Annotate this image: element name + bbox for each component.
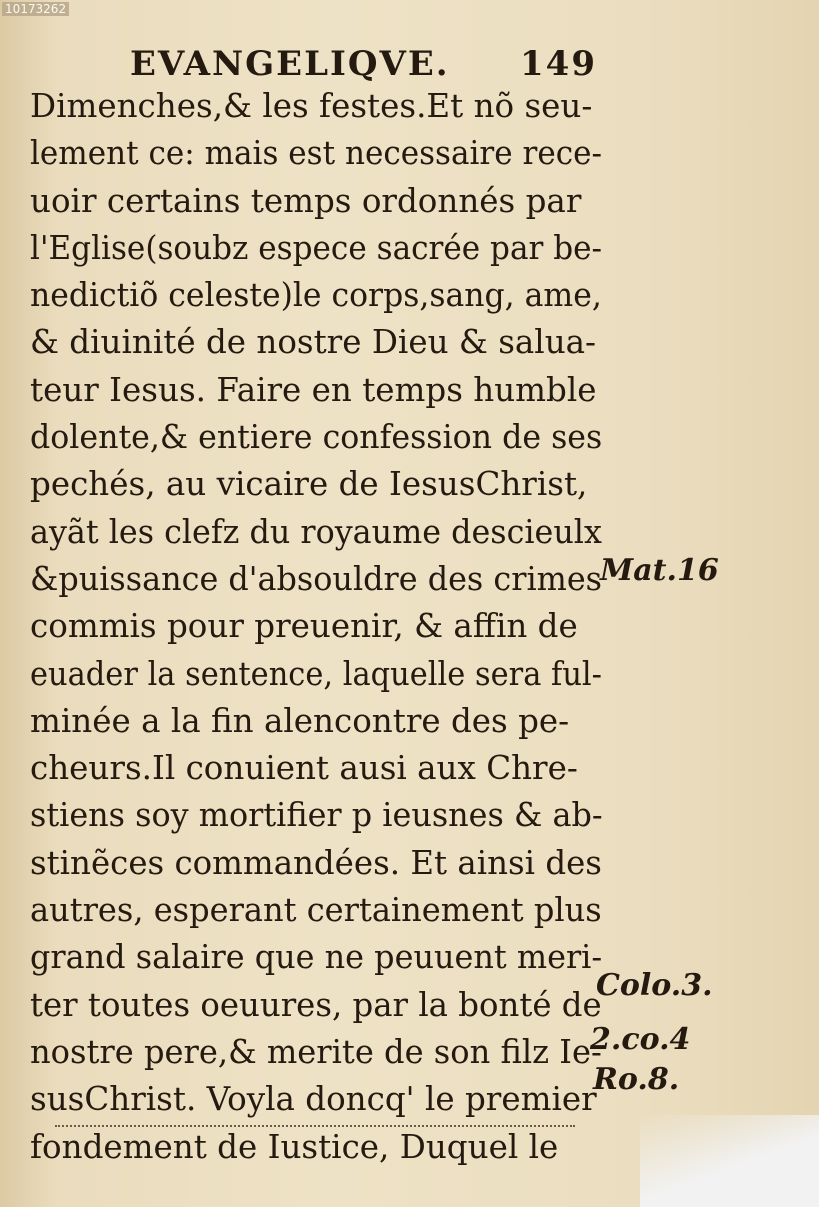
margin-note-mat: Mat.16 [600,553,719,588]
text-line: l'Eglise(soubz espece sacrée par be- [30,227,603,267]
page-number: 149 [520,44,597,84]
text-line: euader la sentence, laquelle sera ful- [30,653,602,693]
bottom-rule [55,1125,575,1127]
scan-id-stamp: 10173262 [2,2,69,16]
text-line: stiens soy mortifier p ieusnes & ab- [30,795,603,835]
text-line: fondement de Iustice, Duquel le [30,1126,559,1166]
text-line: uoir certains temps ordonnés par [30,180,582,220]
text-line: susChrist. Voyla doncq' le premier [30,1079,597,1119]
page-corner [640,1115,819,1207]
margin-note-2co: 2.co.4 [590,1022,691,1057]
margin-note-ro: Ro.8. [593,1062,680,1097]
text-line: grand salaire que ne peuuent meri- [30,937,603,977]
text-line: &puissance d'absouldre des crimes [30,558,603,598]
running-title: EVANGELIQVE. [130,44,450,84]
text-line: minée a la fin alencontre des pe- [30,700,570,740]
text-line: nedictiõ celeste)le corps,sang, ame, [30,275,602,315]
text-line: dolente,& entiere confession de ses [30,417,603,457]
text-line: ayãt les clefz du royaume descieulx [30,511,602,551]
text-line: cheurs.Il conuient ausi aux Chre- [30,748,578,788]
text-line: commis pour preuenir, & affin de [30,606,578,646]
text-line: pechés, au vicaire de IesusChrist, [30,464,588,504]
text-line: ter toutes oeuures, par la bonté de [30,984,602,1024]
text-line: teur Iesus. Faire en temps humble [30,369,597,409]
text-line: nostre pere,& merite de son filz Ie- [30,1031,602,1071]
text-line: stinẽces commandées. Et ainsi des [30,842,602,882]
text-line: lement ce: mais est necessaire rece- [30,133,602,173]
margin-note-colo: Colo.3. [596,968,713,1003]
text-line: Dimenches,& les festes.Et nõ seu- [30,86,593,125]
text-line: autres, esperant certainement plus [30,890,602,930]
text-line: & diuinité de nostre Dieu & salua- [30,322,597,362]
